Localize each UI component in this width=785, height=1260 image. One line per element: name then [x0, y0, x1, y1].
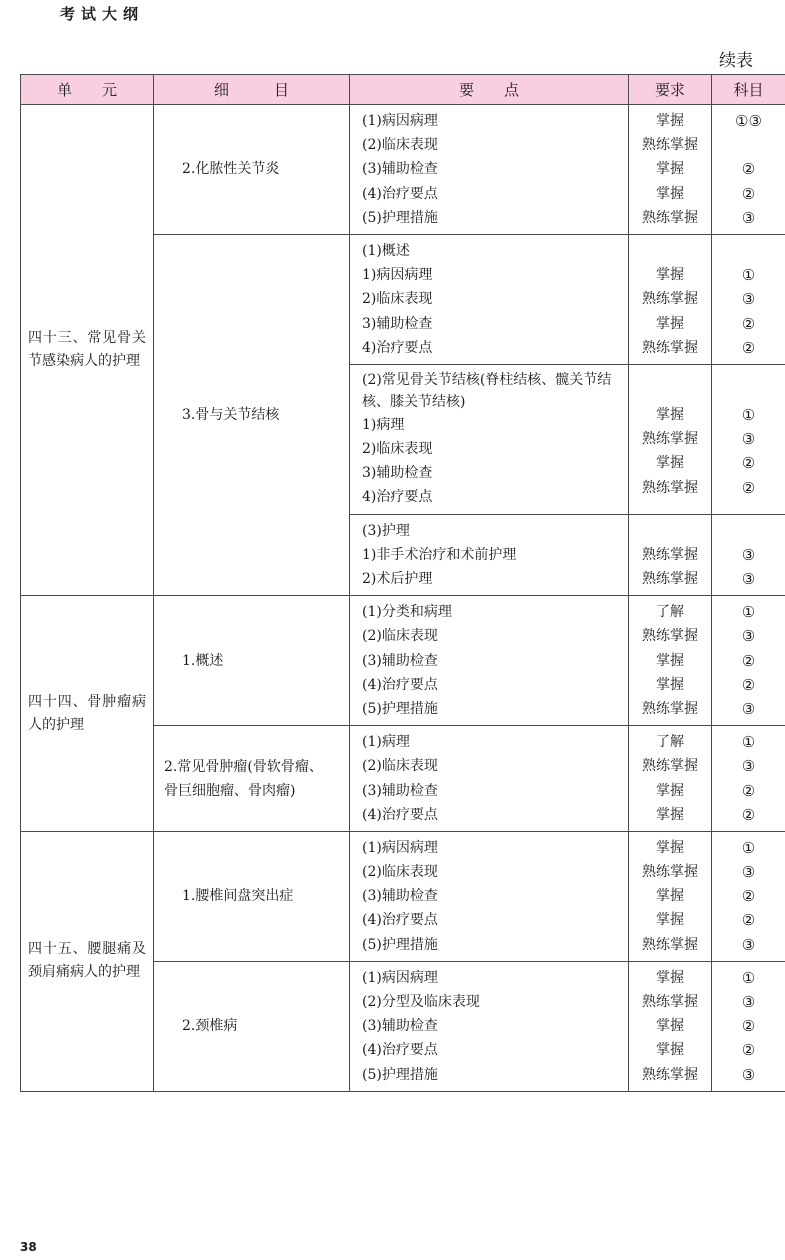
requirement-cell — [629, 726, 712, 832]
subject-line: ③ — [741, 699, 756, 718]
subject-line: ② — [741, 651, 756, 670]
subject-line: ② — [741, 805, 756, 824]
subject-line: ① — [741, 838, 756, 857]
subject-line: ① — [741, 405, 756, 424]
detail-name: 1.腰椎间盘突出症 — [182, 888, 294, 905]
key-point-line: (5)护理措施 — [362, 209, 438, 226]
col-header-unit: 单 元 — [21, 75, 154, 105]
requirement-line: 熟练掌握 — [642, 936, 698, 953]
key-point-cell — [350, 726, 629, 832]
key-point-cell — [350, 234, 629, 364]
key-point-line: 4)治疗要点 — [362, 339, 433, 356]
key-point-line: 1)非手术治疗和术前护理 — [362, 546, 517, 563]
requirement-line: 掌握 — [656, 782, 684, 799]
requirement-line: 掌握 — [656, 676, 684, 693]
subject-line: ② — [741, 454, 756, 473]
requirement-line: 掌握 — [656, 185, 684, 202]
key-point-line: (5)护理措施 — [362, 936, 438, 953]
subject-line: ③ — [741, 430, 756, 449]
subject-line — [712, 379, 785, 403]
key-point-line: (4)治疗要点 — [362, 185, 438, 202]
detail-cell — [154, 234, 350, 595]
requirement-cell — [629, 105, 712, 235]
key-point-line: (5)护理措施 — [362, 700, 438, 717]
syllabus-table — [20, 74, 785, 1092]
key-point-cell — [350, 364, 629, 514]
subject-line: ② — [741, 338, 756, 357]
detail-cell — [154, 831, 350, 961]
requirement-line: 掌握 — [656, 455, 684, 472]
key-point-line: (3)辅助检查 — [362, 652, 438, 669]
unit-cell — [21, 596, 154, 832]
requirement-line: 熟练掌握 — [642, 571, 698, 587]
subject-cell — [712, 726, 785, 832]
detail-cell — [154, 961, 350, 1091]
subject-line: ③ — [741, 993, 756, 1011]
requirement-line: 熟练掌握 — [642, 291, 698, 308]
key-point-line: (1)病理 — [362, 734, 410, 751]
subject-cell — [712, 105, 785, 235]
subject-line: ② — [741, 675, 756, 694]
requirement-line: 掌握 — [656, 406, 684, 423]
requirement-line: 掌握 — [656, 161, 684, 178]
subject-line: ③ — [741, 570, 756, 588]
subject-line: ① — [741, 266, 756, 285]
requirement-line: 熟练掌握 — [642, 479, 698, 496]
key-point-line: (3)辅助检查 — [362, 161, 438, 178]
requirement-line: 熟练掌握 — [642, 994, 698, 1010]
requirement-line: 熟练掌握 — [642, 137, 698, 154]
requirement-line — [629, 239, 711, 263]
table-header-row — [21, 75, 785, 105]
requirement-line: 熟练掌握 — [642, 1066, 698, 1083]
key-point-line: (2)临床表现 — [362, 758, 438, 775]
detail-cell — [154, 726, 350, 832]
requirement-line: 掌握 — [656, 267, 684, 284]
subject-line — [712, 239, 785, 263]
key-point-line: 2)临床表现 — [362, 441, 433, 458]
key-point-line: 3)辅助检查 — [362, 465, 433, 482]
subject-line: ② — [741, 1017, 756, 1036]
key-point-line: (3)辅助检查 — [362, 888, 438, 905]
subject-line: ② — [741, 781, 756, 800]
subject-line: ① — [741, 603, 756, 622]
requirement-line: 掌握 — [656, 969, 684, 986]
col-header-detail: 细 目 — [154, 75, 350, 105]
subject-line: ② — [741, 887, 756, 906]
requirement-line: 熟练掌握 — [642, 546, 698, 563]
subject-line: ③ — [741, 290, 756, 309]
subject-line: ①③ — [735, 112, 762, 130]
subject-cell — [712, 514, 785, 596]
subject-line: ② — [741, 314, 756, 333]
requirement-line: 掌握 — [656, 113, 684, 129]
col-header-points: 要 点 — [350, 75, 629, 105]
requirement-line: 掌握 — [656, 1042, 684, 1059]
key-point-line: (3)辅助检查 — [362, 1018, 438, 1035]
requirement-cell — [629, 596, 712, 726]
requirement-line: 掌握 — [656, 315, 684, 332]
requirement-cell — [629, 364, 712, 514]
requirement-line: 掌握 — [656, 806, 684, 823]
requirement-line: 掌握 — [656, 652, 684, 669]
requirement-cell — [629, 961, 712, 1091]
subject-line: ③ — [741, 757, 756, 776]
book-header-title: 考试大纲 — [60, 5, 145, 23]
page-number: 38 — [20, 1240, 37, 1254]
subject-line: ③ — [741, 545, 756, 564]
subject-line: ③ — [741, 935, 756, 954]
requirement-line: 熟练掌握 — [642, 700, 698, 717]
requirement-cell — [629, 831, 712, 961]
key-point-line: (2)临床表现 — [362, 137, 438, 154]
col-header-requirement: 要求 — [629, 75, 712, 105]
requirement-line: 了解 — [656, 734, 684, 751]
detail-name: 3.骨与关节结核 — [182, 407, 280, 424]
key-point-line: (5)护理措施 — [362, 1066, 438, 1083]
requirement-cell — [629, 234, 712, 364]
subject-cell — [712, 961, 785, 1091]
requirement-line: 熟练掌握 — [642, 864, 698, 881]
detail-cell — [154, 596, 350, 726]
key-point-line: 4)治疗要点 — [362, 489, 433, 506]
table-row — [21, 831, 785, 961]
detail-name: 2.化脓性关节炎 — [182, 161, 280, 178]
key-point-cell — [350, 596, 629, 726]
key-point-line: (4)治疗要点 — [362, 676, 438, 693]
continued-label: 续表 — [719, 51, 753, 71]
unit-name: 四十三、常见骨关节感染病人的护理 — [28, 330, 146, 370]
key-point-line: (2)分型及临床表现 — [362, 994, 480, 1010]
key-point-cell — [350, 514, 629, 596]
key-point-line: (3)护理 — [362, 522, 410, 539]
key-point-line: (3)辅助检查 — [362, 782, 438, 799]
key-point-line: (2)常见骨关节结核(脊柱结核、髋关节结核、膝关节结核) — [362, 371, 612, 410]
key-point-line: 2)临床表现 — [362, 291, 433, 308]
subject-line: ② — [741, 184, 756, 203]
table-row — [21, 596, 785, 726]
subject-line: ③ — [741, 1065, 756, 1084]
key-point-line: (2)临床表现 — [362, 864, 438, 881]
subject-cell — [712, 364, 785, 514]
detail-name: 2.颈椎病 — [182, 1018, 238, 1035]
key-point-line: 3)辅助检查 — [362, 315, 433, 332]
key-point-line: (1)病因病理 — [362, 113, 438, 129]
requirement-line: 熟练掌握 — [642, 209, 698, 226]
detail-name: 2.常见骨肿瘤(骨软骨瘤、骨巨细胞瘤、骨肉瘤) — [164, 758, 323, 799]
requirement-line — [629, 519, 711, 543]
subject-line: ③ — [741, 863, 756, 882]
requirement-line: 掌握 — [656, 1018, 684, 1035]
key-point-line: 2)术后护理 — [362, 571, 433, 587]
requirement-cell — [629, 514, 712, 596]
key-point-line: (1)病因病理 — [362, 839, 438, 856]
key-point-cell — [350, 831, 629, 961]
key-point-line: 1)病因病理 — [362, 267, 433, 284]
requirement-line: 掌握 — [656, 888, 684, 905]
unit-cell — [21, 831, 154, 1091]
key-point-cell — [350, 105, 629, 235]
table-body — [21, 105, 785, 1092]
key-point-cell — [350, 961, 629, 1091]
subject-line: ② — [741, 1041, 756, 1060]
subject-line: ① — [741, 968, 756, 987]
key-point-line: 1)病理 — [362, 416, 405, 433]
subject-cell — [712, 596, 785, 726]
subject-line — [712, 519, 785, 543]
key-point-line: (4)治疗要点 — [362, 806, 438, 823]
unit-cell — [21, 105, 154, 596]
unit-name: 四十五、腰腿痛及颈肩痛病人的护理 — [28, 941, 146, 981]
subject-line — [712, 133, 785, 157]
subject-line: ① — [741, 733, 756, 752]
table-row — [21, 105, 785, 235]
subject-line: ② — [741, 478, 756, 497]
detail-cell — [154, 105, 350, 235]
requirement-line: 熟练掌握 — [642, 758, 698, 775]
detail-name: 1.概述 — [182, 652, 224, 669]
key-point-line: (1)病因病理 — [362, 969, 438, 986]
key-point-line: (4)治疗要点 — [362, 912, 438, 929]
requirement-line: 掌握 — [656, 912, 684, 929]
requirement-line: 熟练掌握 — [642, 628, 698, 645]
subject-cell — [712, 234, 785, 364]
key-point-line: (1)分类和病理 — [362, 604, 452, 621]
subject-cell — [712, 831, 785, 961]
subject-line: ② — [741, 911, 756, 930]
key-point-line: (4)治疗要点 — [362, 1042, 438, 1059]
requirement-line — [629, 379, 711, 403]
subject-line: ③ — [741, 627, 756, 646]
requirement-line: 了解 — [656, 604, 684, 621]
key-point-line: (1)概述 — [362, 242, 410, 259]
requirement-line: 熟练掌握 — [642, 339, 698, 356]
unit-name: 四十四、骨肿瘤病人的护理 — [28, 693, 146, 733]
subject-line: ③ — [741, 208, 756, 227]
requirement-line: 掌握 — [656, 839, 684, 856]
requirement-line: 熟练掌握 — [642, 431, 698, 448]
subject-line: ② — [741, 160, 756, 179]
key-point-line: (2)临床表现 — [362, 628, 438, 645]
col-header-subject: 科目 — [712, 75, 785, 105]
